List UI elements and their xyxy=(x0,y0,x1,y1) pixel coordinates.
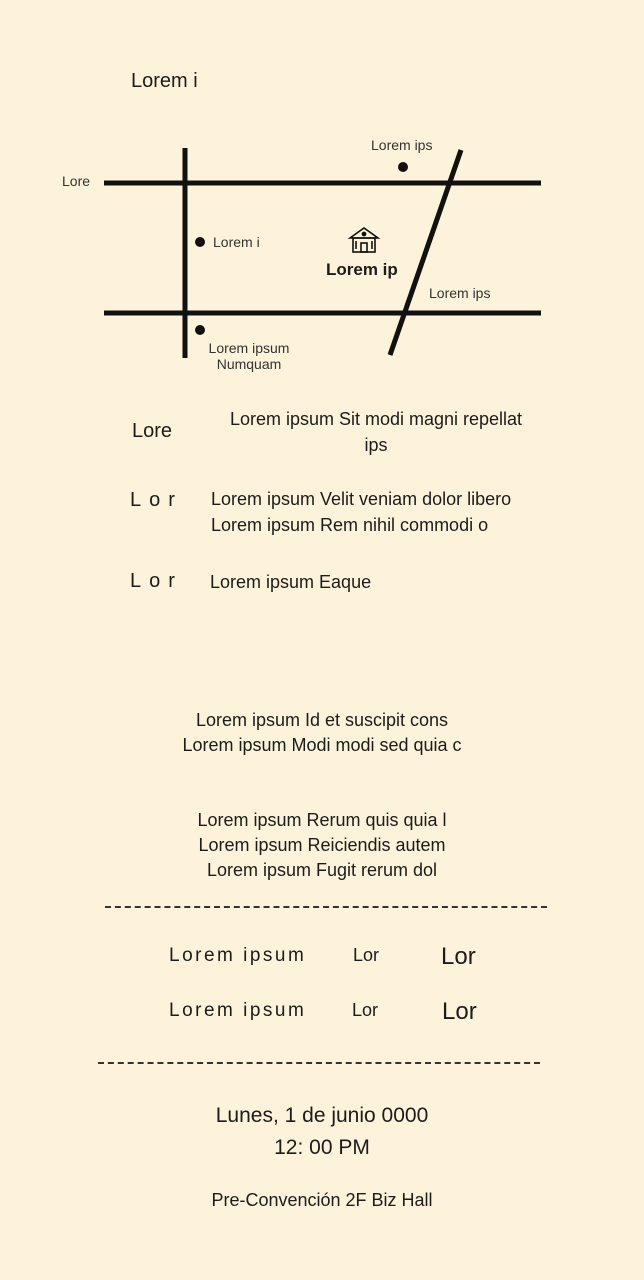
point-top-right xyxy=(398,162,408,172)
detail-label-1: Lore xyxy=(132,420,173,442)
detail-text-1-line2: ips xyxy=(364,435,388,455)
point-left xyxy=(195,237,205,247)
divider-bottom xyxy=(98,1062,540,1064)
table-row-1-right: Lor xyxy=(441,943,476,970)
note-1-line2: Lorem ipsum Modi modi sed quia c xyxy=(182,735,462,755)
note-2-line3: Lorem ipsum Fugit rerum dol xyxy=(206,860,438,880)
table-row-1-mid: Lor xyxy=(353,945,380,965)
note-2-line2: Lorem ipsum Reiciendis autem xyxy=(198,835,446,855)
event-time: 12: 00 PM xyxy=(274,1136,370,1159)
detail-text-2-line1: Lorem ipsum Velit veniam dolor libero xyxy=(211,489,512,509)
note-block-2 xyxy=(0,808,644,883)
detail-label-3: Lor xyxy=(130,570,183,592)
point-bottom xyxy=(195,325,205,335)
map-title: Lorem i xyxy=(131,70,198,92)
detail-label-2: Lor xyxy=(130,489,183,511)
map-label-top-right: Lorem ips xyxy=(371,137,433,153)
detail-text-1 xyxy=(216,406,536,458)
map-place-label: Lorem ip xyxy=(326,260,398,279)
note-2-line1: Lorem ipsum Rerum quis quia l xyxy=(197,810,447,830)
table-row-2-right: Lor xyxy=(442,998,477,1025)
detail-text-2-line2: Lorem ipsum Rem nihil commodi o xyxy=(211,515,489,535)
divider-top xyxy=(105,906,547,908)
detail-text-3: Lorem ipsum Eaque xyxy=(210,572,372,592)
map-label-left-road: Lore xyxy=(62,173,91,189)
note-block-1 xyxy=(0,708,644,758)
map-label-bottom-point xyxy=(199,340,299,372)
map-label-right-road: Lorem ips xyxy=(429,285,491,301)
house-icon xyxy=(350,228,378,252)
map-label-bottom-line1: Lorem ipsum xyxy=(208,340,290,356)
event-venue: Pre-Convención 2F Biz Hall xyxy=(211,1190,433,1210)
map-label-left-point: Lorem i xyxy=(213,234,260,250)
event-date: Lunes, 1 de junio 0000 xyxy=(215,1104,429,1127)
table-row-1-label: Lorem ipsum xyxy=(169,945,307,966)
location-map xyxy=(0,130,644,390)
map-label-bottom-line2: Numquam xyxy=(216,356,282,372)
table-row-2-label: Lorem ipsum xyxy=(169,1000,307,1021)
table-row-2-mid: Lor xyxy=(352,1000,379,1020)
detail-text-1-line1: Lorem ipsum Sit modi magni repellat xyxy=(229,409,523,429)
detail-text-2 xyxy=(211,486,511,538)
note-1-line1: Lorem ipsum Id et suscipit cons xyxy=(195,710,449,730)
